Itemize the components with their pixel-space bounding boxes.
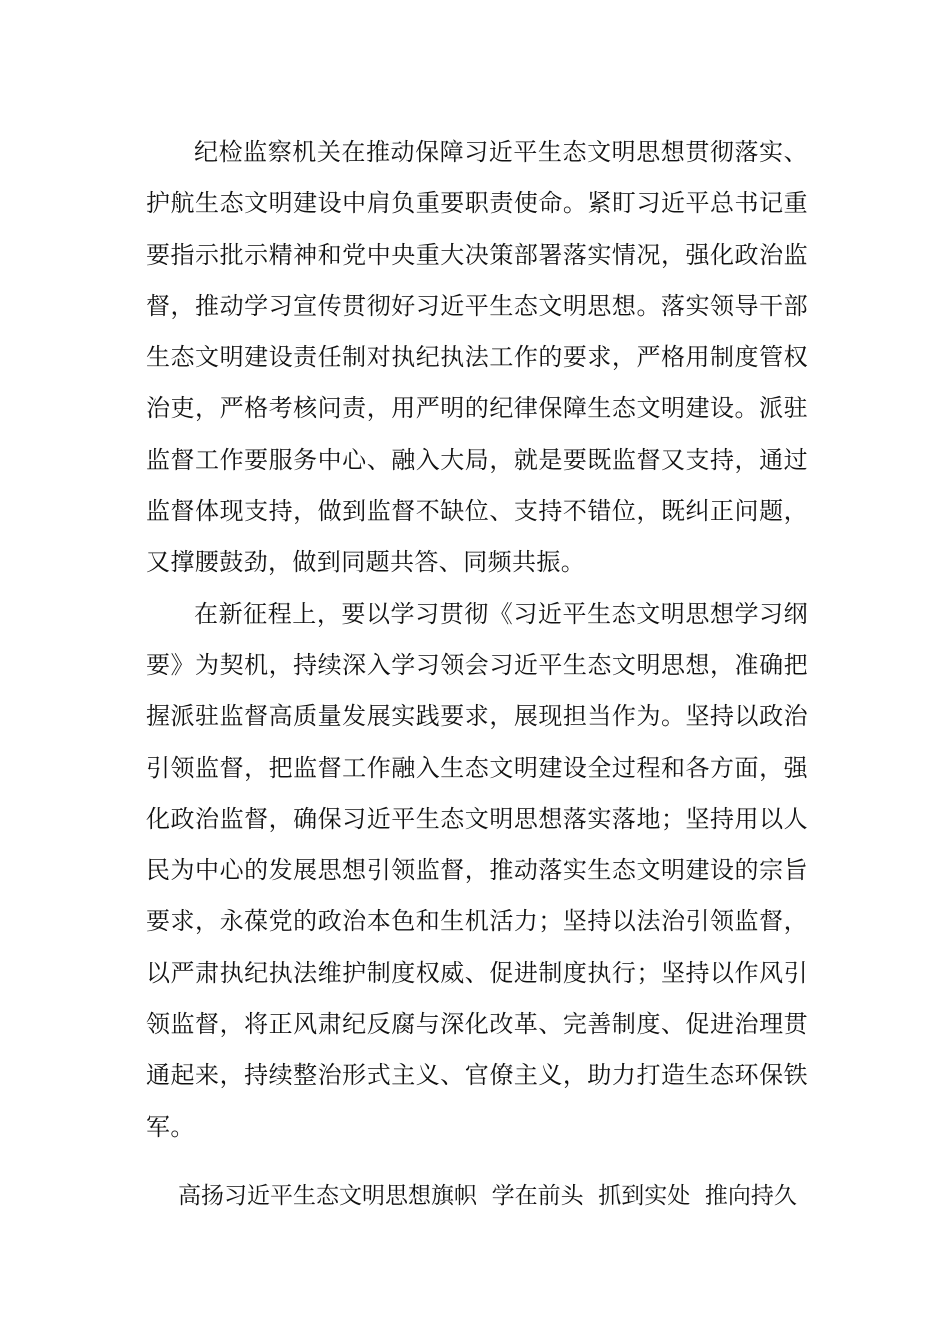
body-text: [146, 127, 808, 1153]
paragraph-2: 在新征程上，要以学习贯彻《习近平生态文明思想学习纲要》为契机，持续深入学习领会习近平生态文明思想，准确把握派驻监督高质量发展实践要求，展现担当作为。坚持以政治引领监督，把监督工作融入生态文明建设全过程和各方面，强化政治监督，确保习近平生态文明思想落实落地；坚持用以人民为中心的发展思想引领监督，推动落实生态文明建设的宗旨要求，永葆党的政治本色和生机活力；坚持以法治引领监督，以严肃执纪执法维护制度权威、促进制度执行；坚持以作风引领监督，将正风肃纪反腐与深化改革、完善制度、促进治理贯通起来，持续整治形式主义、官僚主义，助力打造生态环保铁军。: [146, 599, 808, 1141]
paragraph-1: 纪检监察机关在推动保障习近平生态文明思想贯彻落实、护航生态文明建设中肩负重要职责使命。紧盯习近平总书记重要指示批示精神和党中央重大决策部署落实情况，强化政治监督，推动学习宣传贯彻好习近平生态文明思想。落实领导干部生态文明建设责任制对执纪执法工作的要求，严格用制度管权治吏，严格考核问责，用严明的纪律保障生态文明建设。派驻监督工作要服务中心、融入大局，就是要既监督又支持，通过监督体现支持，做到监督不缺位、支持不错位，既纠正问题，又撑腰鼓劲，做到同题共答、同频共振。: [146, 138, 808, 577]
section-heading: 高扬习近平生态文明思想旗帜 学在前头 抓到实处 推向持久: [178, 1183, 797, 1209]
